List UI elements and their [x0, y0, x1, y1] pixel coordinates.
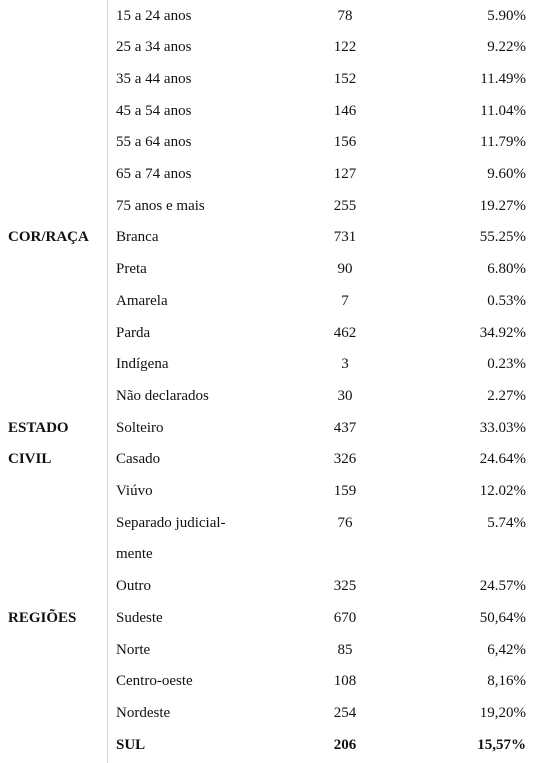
- table-row: [0, 539, 548, 571]
- row-label: Outro: [116, 578, 151, 595]
- row-percent: 19,20%: [479, 704, 526, 721]
- row-label: Viúvo: [116, 483, 153, 499]
- row-label: Não declarados: [116, 387, 209, 404]
- row-count: 122: [333, 39, 357, 56]
- row-label: Sudeste: [116, 609, 163, 626]
- table-row: [0, 444, 548, 476]
- category-label: COR/RAÇA: [8, 229, 89, 246]
- row-percent: 33.03%: [479, 419, 526, 436]
- row-label: Branca: [116, 229, 159, 246]
- row-percent: 9.22%: [487, 39, 526, 56]
- row-count: 206: [333, 736, 357, 753]
- table-row: [0, 571, 548, 603]
- row-count: 85: [337, 641, 353, 658]
- row-percent: 11.04%: [480, 102, 526, 119]
- row-count: 670: [333, 609, 357, 626]
- row-label: 15 a 24 anos: [116, 7, 192, 24]
- row-count: 156: [333, 134, 357, 151]
- row-percent: 55.25%: [479, 229, 526, 246]
- row-label: 55 a 64 anos: [116, 134, 192, 151]
- row-count: 146: [333, 102, 357, 119]
- row-label: Indígena: [116, 356, 169, 373]
- row-count: 30: [337, 387, 353, 404]
- row-percent: 11.49%: [480, 70, 526, 87]
- row-percent: 11.79%: [480, 134, 526, 151]
- row-label: Casado: [116, 451, 161, 468]
- row-percent: 8,16%: [487, 673, 526, 690]
- row-percent: 19.27%: [479, 197, 526, 214]
- row-label: Amarela: [116, 292, 168, 309]
- row-count: 3: [341, 356, 349, 373]
- row-label: Parda: [116, 324, 151, 341]
- row-count: 108: [333, 673, 357, 690]
- row-percent: 0.53%: [487, 292, 526, 309]
- row-percent: 6,42%: [487, 641, 526, 658]
- table-row: [0, 666, 548, 698]
- row-label: mente: [116, 546, 153, 563]
- row-count: 127: [333, 166, 357, 182]
- row-percent: 12.02%: [479, 483, 526, 499]
- row-count: 254: [333, 704, 357, 721]
- row-count: 78: [337, 7, 353, 24]
- row-percent: 24.64%: [479, 451, 526, 468]
- row-label: 75 anos e mais: [116, 197, 205, 214]
- row-count: 90: [337, 261, 353, 278]
- row-percent: 0.23%: [487, 356, 526, 373]
- row-count: 462: [333, 324, 357, 341]
- table-row: [0, 349, 548, 381]
- row-label: Separado judicial-: [116, 514, 226, 531]
- row-label: SUL: [116, 736, 146, 753]
- table-row: [0, 191, 548, 223]
- row-count: 731: [333, 229, 357, 246]
- row-percent: 24.57%: [479, 578, 526, 595]
- table-row: [0, 318, 548, 350]
- row-count: 152: [333, 70, 357, 87]
- row-count: 325: [333, 578, 357, 595]
- table-row: [0, 254, 548, 286]
- row-percent: 50,64%: [479, 609, 526, 626]
- row-percent: 9.60%: [487, 166, 526, 182]
- row-percent: 2.27%: [487, 387, 526, 404]
- table-row: [0, 476, 548, 508]
- table-row: [0, 603, 548, 635]
- table-row: [0, 508, 548, 540]
- row-count: 159: [333, 483, 357, 499]
- table-row: [0, 222, 548, 254]
- row-label: Norte: [116, 641, 151, 658]
- table-row: [0, 96, 548, 128]
- table-row: [0, 698, 548, 730]
- row-count: 7: [341, 292, 349, 309]
- row-count: 255: [333, 197, 357, 214]
- row-label: Nordeste: [116, 704, 171, 721]
- category-label: ESTADO: [8, 419, 69, 436]
- row-label: Preta: [116, 261, 147, 278]
- table-row: [0, 413, 548, 445]
- table-row: [0, 1, 548, 33]
- category-label: REGIÕES: [8, 609, 77, 626]
- category-label: CIVIL: [8, 451, 52, 468]
- table-row: [0, 635, 548, 667]
- table-row: [0, 64, 548, 96]
- table-row: [0, 381, 548, 413]
- row-count: 326: [333, 451, 357, 468]
- row-count: 437: [333, 419, 357, 436]
- table-row-total: [0, 730, 548, 762]
- row-percent: 6.80%: [487, 261, 526, 278]
- row-percent: 15,57%: [477, 736, 526, 753]
- row-count: 76: [337, 514, 353, 531]
- table-row: [0, 159, 548, 191]
- table-row: [0, 286, 548, 318]
- row-percent: 5.74%: [487, 514, 526, 531]
- table-row: [0, 32, 548, 64]
- table-row: [0, 127, 548, 159]
- row-label: 65 a 74 anos: [116, 166, 192, 182]
- row-percent: 5.90%: [487, 7, 526, 24]
- row-label: 45 a 54 anos: [116, 102, 192, 119]
- row-percent: 34.92%: [479, 324, 526, 341]
- row-label: 35 a 44 anos: [116, 70, 192, 87]
- row-label: 25 a 34 anos: [116, 39, 192, 56]
- row-label: Centro-oeste: [116, 673, 193, 690]
- row-label: Solteiro: [116, 419, 164, 436]
